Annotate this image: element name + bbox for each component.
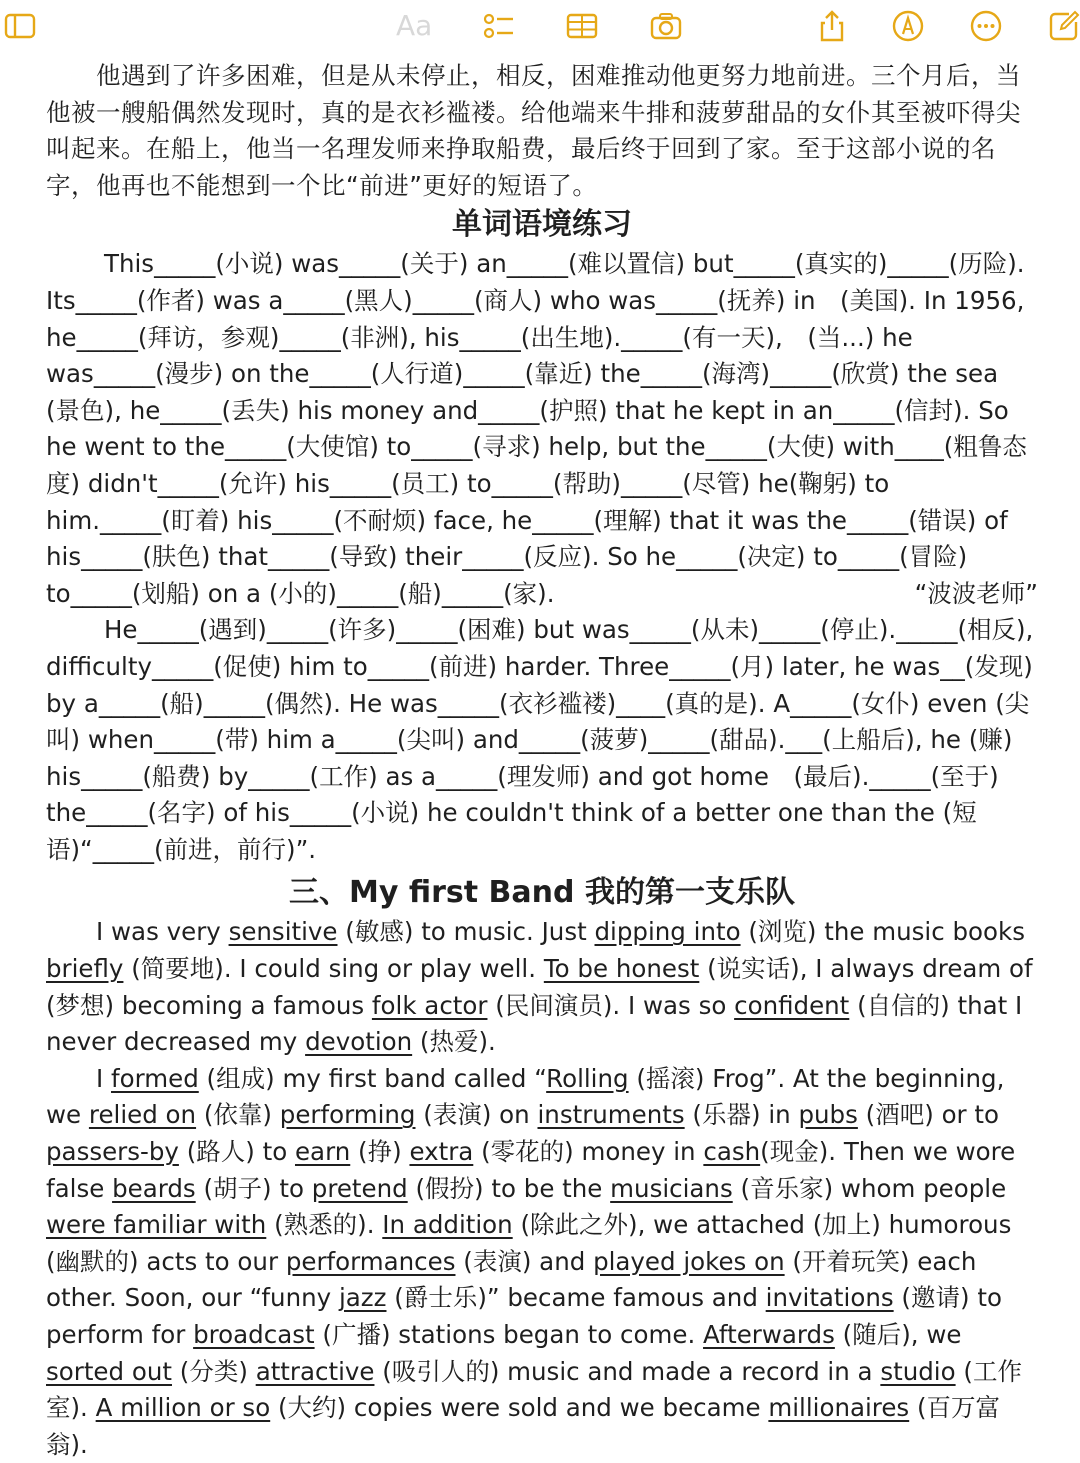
vocab-term: devotion <box>305 1027 413 1057</box>
format-text-button[interactable]: Aa <box>396 9 433 42</box>
vocab-term: broadcast <box>193 1320 315 1349</box>
table-button[interactable] <box>562 6 602 46</box>
share-icon <box>815 9 849 43</box>
text-run: (大约) copies were sold and we became <box>270 1393 769 1423</box>
text-run: (除此之外), we attached (加上) humorous (幽默的) acts to our <box>46 1210 1012 1276</box>
vocab-term: folk actor <box>371 990 488 1020</box>
vocab-term: jazz <box>338 1283 387 1313</box>
vocab-term: were familiar with <box>46 1210 267 1240</box>
band-paragraph-1 <box>46 914 1038 1060</box>
checklist-button[interactable] <box>478 6 518 46</box>
text-run: (乐器) in <box>684 1100 799 1130</box>
camera-icon <box>649 9 683 43</box>
text-run: (熟悉的). <box>266 1210 383 1240</box>
vocab-term: Afterwards <box>703 1320 835 1349</box>
text-run: (广播) stations began to come. <box>314 1320 704 1349</box>
section3-title: 三、My first Band 我的第一支乐队 <box>289 875 795 911</box>
text-run: (热爱). <box>412 1027 496 1057</box>
text-run: (爵士乐)” became famous and <box>386 1283 766 1313</box>
text-run: I was very <box>96 917 229 947</box>
text-run: (开着玩笑) each other. Soon, our “funny <box>46 1246 977 1313</box>
vocab-term: pretend <box>311 1173 408 1203</box>
exercise-paragraph-2: He_____(遇到)_____(许多)_____(困难) but was_____(从未)_____(停止)._____(相反), difficulty_____(促使) him to_____(前进) harder. Three_____(月) later, he was__(发现) by a_____(船)_____(偶然). He was_____(衣衫褴褛)____(真的是). A_____(女仆) even (尖叫) when_____(带) him a_____(尖叫) and_____(菠萝)_____(甜品).___(上船后), he (赚) his_____(船费) by_____(工作) as a_____(理发师) and got home (最后)._____(至于) the_____(名字) of his_____(小说) he couldn't think of a better one than the (短语)“_____(前进，前行)”. <box>46 615 1034 864</box>
vocab-term: performing <box>279 1100 416 1130</box>
notes-toolbar <box>0 0 1080 52</box>
text-run: (随后), we <box>834 1320 962 1349</box>
camera-button[interactable] <box>646 6 686 46</box>
text-run: (民间演员). I was so <box>487 990 735 1020</box>
vocab-term: formed <box>111 1063 199 1093</box>
compose-icon <box>1047 9 1080 43</box>
vocab-term: millionaires <box>768 1393 910 1423</box>
text-run: (路人) to <box>178 1137 295 1167</box>
vocab-term: A million or so <box>95 1393 271 1423</box>
vocab-term: confident <box>734 990 850 1020</box>
text-run: I <box>96 1063 112 1093</box>
vocab-term: instruments <box>537 1100 685 1130</box>
note-body[interactable] <box>46 58 1038 1463</box>
text-run: (敏感) to music. Just <box>337 917 595 947</box>
text-run: (说实话), I always dream of (梦想) becoming a famous <box>46 954 1033 1020</box>
vocab-term: briefly <box>46 954 124 984</box>
vocab-term: attractive <box>255 1356 375 1386</box>
text-run: (假扮) to be the <box>407 1173 611 1203</box>
vocab-term: Rolling <box>546 1063 629 1093</box>
text-run: (表演) and <box>455 1246 594 1276</box>
checklist-icon <box>481 9 515 43</box>
text-run: (浏览) the music books <box>740 917 1025 947</box>
markup-button[interactable] <box>888 6 928 46</box>
markup-icon <box>891 9 925 43</box>
text-run: (百万富翁). <box>46 1393 1001 1459</box>
vocab-term: performances <box>285 1246 456 1276</box>
intro-paragraph: 他遇到了许多困难，但是从未停止，相反，困难推动他更努力地前进。三个月后，当他被一艘船偶然发现时，真的是衣衫褴褛。给他端来牛排和菠萝甜品的女仆其至被吓得尖叫起来。在船上，他当一名理发师来挣取船费，最后终于回到了家。至于这部小说的名字，他再也不能想到一个比“前进”更好的短语了。 <box>46 61 1021 200</box>
text-run: (自信的) that I never decreased my <box>46 990 1023 1057</box>
text-run: (挣) <box>350 1137 410 1167</box>
vocab-term: passers-by <box>46 1137 179 1167</box>
text-run: (音乐家) whom people <box>732 1173 1007 1203</box>
compose-button[interactable] <box>1044 6 1080 46</box>
table-icon <box>565 9 599 43</box>
vocab-term: played jokes on <box>593 1246 785 1276</box>
text-run: (胡子) to <box>195 1173 312 1203</box>
share-button[interactable] <box>812 6 852 46</box>
text-run: (现金). Then we wore false <box>46 1137 1016 1203</box>
text-run: (分类) <box>171 1356 256 1386</box>
text-run: (零花的) money in <box>473 1137 704 1167</box>
vocab-term: musicians <box>610 1173 733 1203</box>
text-run: (工作室). <box>46 1356 1022 1423</box>
more-icon <box>969 9 1003 43</box>
vocab-term: extra <box>409 1137 474 1167</box>
text-run: (表演) on <box>415 1100 538 1130</box>
vocab-term: pubs <box>798 1100 858 1130</box>
band-paragraph-2 <box>46 1061 1038 1463</box>
text-run: (依靠) <box>196 1100 280 1130</box>
exercise-paragraph-1: This_____(小说) was_____(关于) an_____(难以置信) but_____(真实的)_____(历险). Its_____(作者) was a_____(黑人)_____(商人) who was_____(抚养) in (美国). In 1956, he_____(拜访，参观)_____(非洲), his_____(出生地)._____(有一天), (当...) he was_____(漫步) on the_____(人行道)_____(靠近) the_____(海湾)_____(欣赏) the sea (景色), he_____(丢失) his money and_____(护照) that he kept in an_____(信封). So he went to the_____(大使馆) to_____(寻求) help, but the_____(大使) with____(粗鲁态度) didn't_____(允许) his_____(员工) to_____(帮助)_____(尽管) he(鞠躬) to him._____(盯着) his_____(不耐烦) face, he_____(理解) that it was the_____(错误) of his_____(肤色) that_____(导致) their_____(反应). So he_____(决定) to_____(冒险) to_____(划船) on a (小的)_____(船)_____(家). <box>46 249 1027 608</box>
vocab-term: relied on <box>88 1100 197 1130</box>
text-run: (组成) my first band called “ <box>198 1063 547 1093</box>
signature: “波波老师” <box>914 578 1038 608</box>
sidebar-toggle-button[interactable] <box>0 6 40 46</box>
text-run: (邀请) to perform for <box>46 1283 1002 1349</box>
vocab-heading: 单词语境练习 <box>452 207 632 243</box>
vocab-term: beards <box>112 1173 196 1203</box>
sidebar-icon <box>3 9 37 43</box>
vocab-term: dipping into <box>594 917 741 947</box>
more-button[interactable] <box>966 6 1006 46</box>
text-run: (简要地). I could sing or play well. <box>123 954 544 984</box>
vocab-term: sensitive <box>228 917 338 947</box>
vocab-term: earn <box>294 1137 351 1167</box>
vocab-term: invitations <box>765 1283 894 1313</box>
vocab-term: In addition <box>382 1210 513 1240</box>
vocab-term: To be honest <box>543 954 700 984</box>
vocab-term: sorted out <box>46 1356 172 1386</box>
vocab-term: cash <box>703 1137 761 1167</box>
vocab-term: studio <box>880 1356 956 1386</box>
text-run: (摇滚) Frog”. At the beginning, we <box>46 1063 1005 1130</box>
text-run: (吸引人的) music and made a record in a <box>374 1356 881 1386</box>
text-run: (酒吧) or to <box>857 1100 1000 1130</box>
